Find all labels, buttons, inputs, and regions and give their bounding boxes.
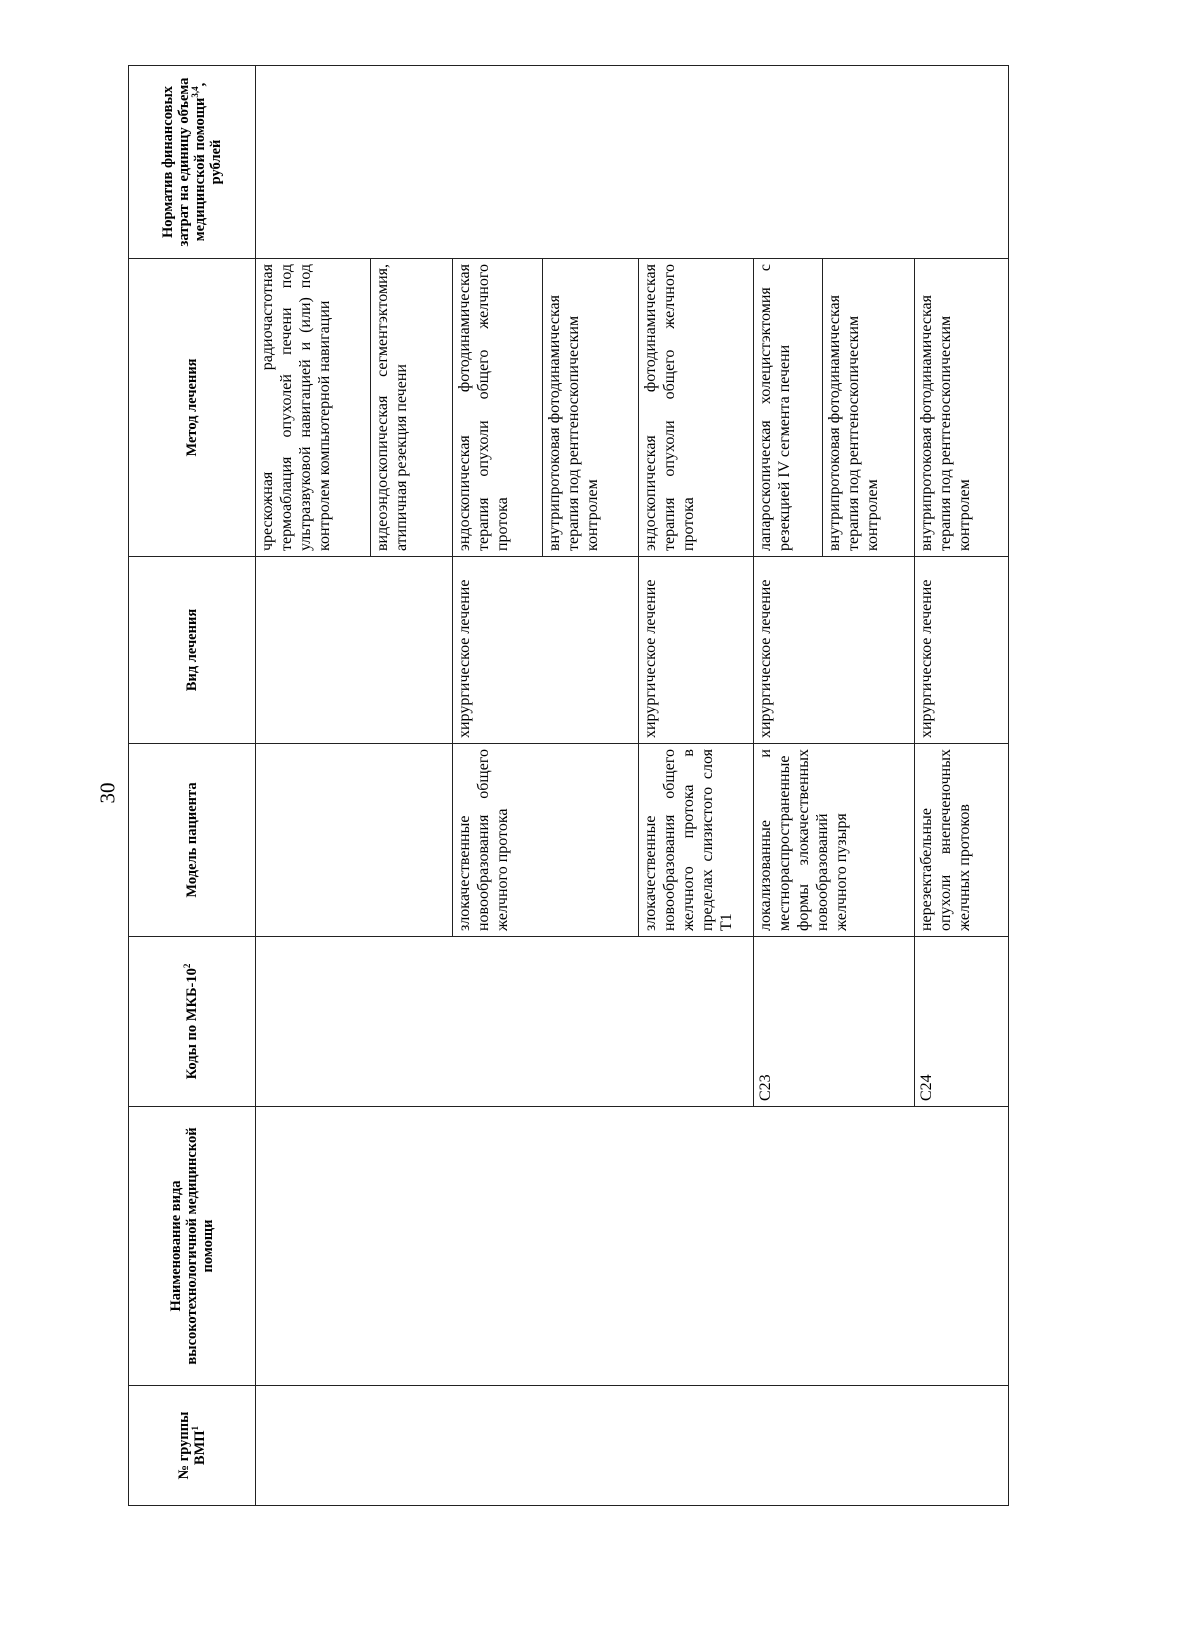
header-norm: Норматив финансовых затрат на единицу объема медицинской помощи$^{3,4}$, рублей <box>129 66 256 259</box>
cell-code: С24 <box>915 937 1009 1107</box>
cell-method: видеоэндоскопическая сегментэктомия, атипичная резекция печени <box>371 259 453 557</box>
cell-method: лапароскопическая холецистэктомия с резекцией IV сегмента печени <box>754 259 823 557</box>
cell-model: злокачественные новообразования общего желчного протока <box>453 744 639 937</box>
table-header-row <box>129 66 256 1506</box>
cell-name <box>256 1107 1009 1386</box>
header-codes: Коды по МКБ-$10^2$ <box>129 937 256 1107</box>
cell-method: внутрипротоковая фотодинамическая терапия под рентгеноскопическим контролем <box>915 259 1009 557</box>
cell-model <box>256 744 453 937</box>
rotated-table-sheet <box>128 66 1008 1506</box>
cell-method: эндоскопическая фотодинамическая терапия опухоли общего желчного протока <box>453 259 543 557</box>
cell-method: чрескожная радиочастотная термоаблация опухолей печени под ультразвуковой навигацией и (или) под контролем компьютерной навигации <box>256 259 371 557</box>
cell-type: хирургическое лечение <box>754 557 915 744</box>
cell-model: злокачественные новообразования общего желчного протока в пределах слизистого слоя Т1 <box>639 744 754 937</box>
header-name: Наименование вида высокотехнологичной медицинской помощи <box>129 1107 256 1386</box>
cell-type: хирургическое лечение <box>915 557 1009 744</box>
cell-model: нерезектабельные опухоли внепеченочных желчных протоков <box>915 744 1009 937</box>
cell-norm <box>256 66 1009 259</box>
cell-method: внутрипротоковая фотодинамическая терапия под рентгеноскопическим контролем <box>543 259 639 557</box>
cell-model: локализованные и местнораспространенные формы злокачественных новообразований желчного пузыря <box>754 744 915 937</box>
cell-type: хирургическое лечение <box>453 557 639 744</box>
cell-method: эндоскопическая фотодинамическая терапия опухоли общего желчного протока <box>639 259 754 557</box>
cell-group <box>256 1386 1009 1506</box>
vmp-table <box>128 65 1009 1506</box>
header-group: № группы ВМП$^1$ <box>129 1386 256 1506</box>
header-model: Модель пациента <box>129 744 256 937</box>
cell-code <box>256 937 754 1107</box>
cell-type: хирургическое лечение <box>639 557 754 744</box>
header-type: Вид лечения <box>129 557 256 744</box>
cell-type <box>256 557 453 744</box>
header-method: Метод лечения <box>129 259 256 557</box>
table-row <box>256 66 371 1506</box>
cell-code: С23 <box>754 937 915 1107</box>
cell-method: внутрипротоковая фотодинамическая терапия под рентгеноскопическим контролем <box>823 259 915 557</box>
page-number: 30 <box>95 782 120 804</box>
